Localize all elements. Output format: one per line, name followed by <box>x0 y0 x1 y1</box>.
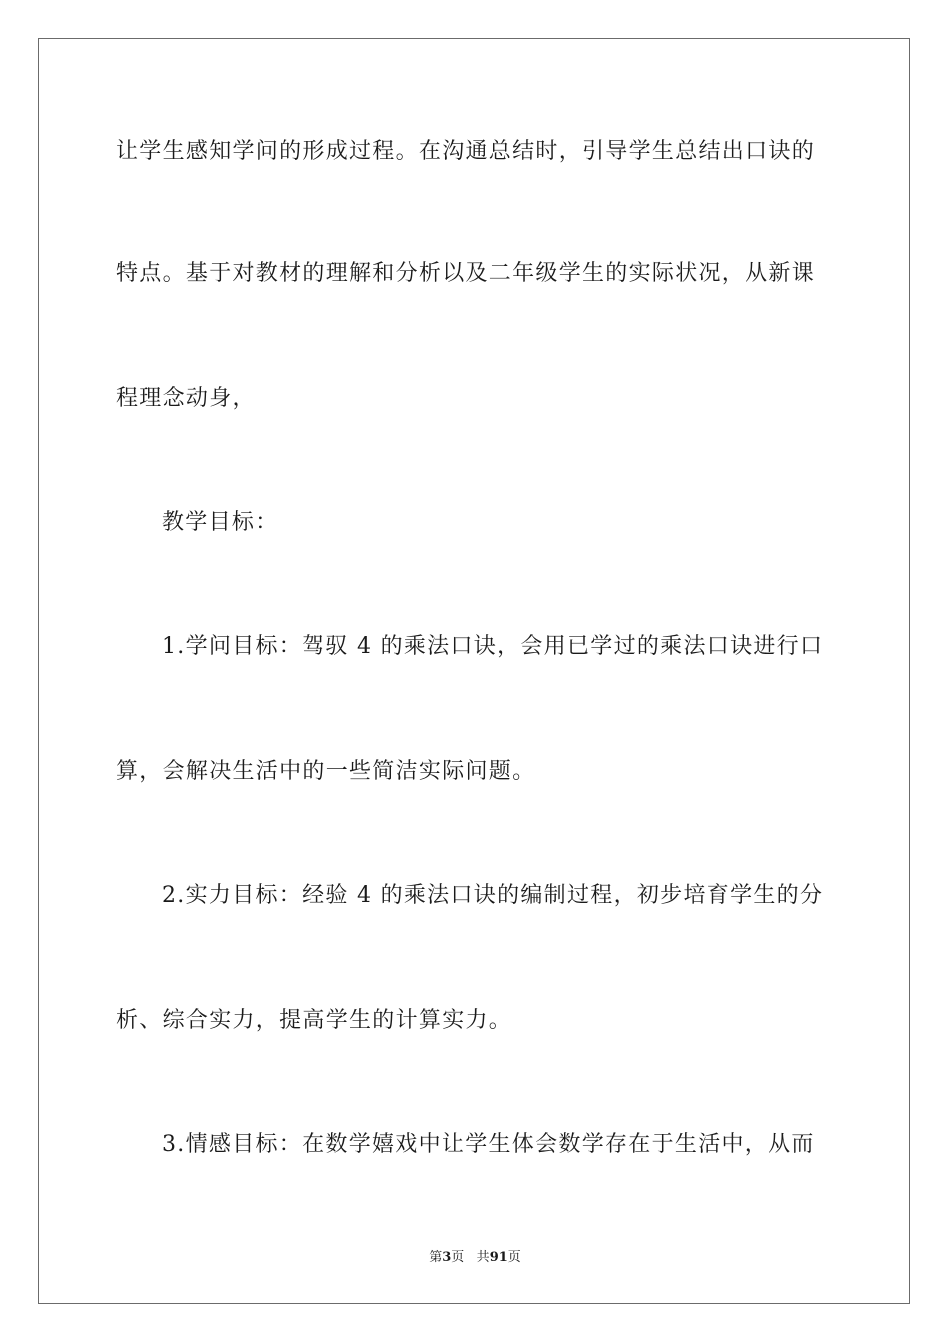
body-line-3: 程理念动身， <box>116 386 256 411</box>
page-frame <box>38 38 910 1304</box>
body-line-1: 让学生感知学问的形成过程。在沟通总结时，引导学生总结出口诀的 <box>116 139 816 164</box>
footer-total-number: 91 <box>489 1250 508 1265</box>
body-line-ability-goal-cont: 析、综合实力，提高学生的计算实力。 <box>116 1008 513 1033</box>
body-line-ability-goal: 2.实力目标：经验 4 的乘法口诀的编制过程，初步培育学生的分 <box>162 883 824 908</box>
footer-page-suffix: 页 <box>451 1250 465 1265</box>
body-line-emotion-goal: 3.情感目标：在数学嬉戏中让学生体会数学存在于生活中，从而 <box>162 1132 815 1157</box>
body-line-knowledge-goal-cont: 算，会解决生活中的一些简洁实际问题。 <box>116 759 536 784</box>
footer-page-prefix: 第 <box>429 1250 443 1265</box>
footer-total-prefix: 共 <box>476 1250 490 1265</box>
body-line-2: 特点。基于对教材的理解和分析以及二年级学生的实际状况，从新课 <box>116 261 816 286</box>
footer-page-number: 3 <box>442 1250 452 1265</box>
page-footer <box>0 1246 950 1265</box>
body-line-knowledge-goal: 1.学问目标：驾驭 4 的乘法口诀，会用已学过的乘法口诀进行口 <box>162 634 824 659</box>
footer-total-suffix: 页 <box>507 1250 521 1265</box>
section-heading-teaching-goals: 教学目标： <box>162 510 279 535</box>
